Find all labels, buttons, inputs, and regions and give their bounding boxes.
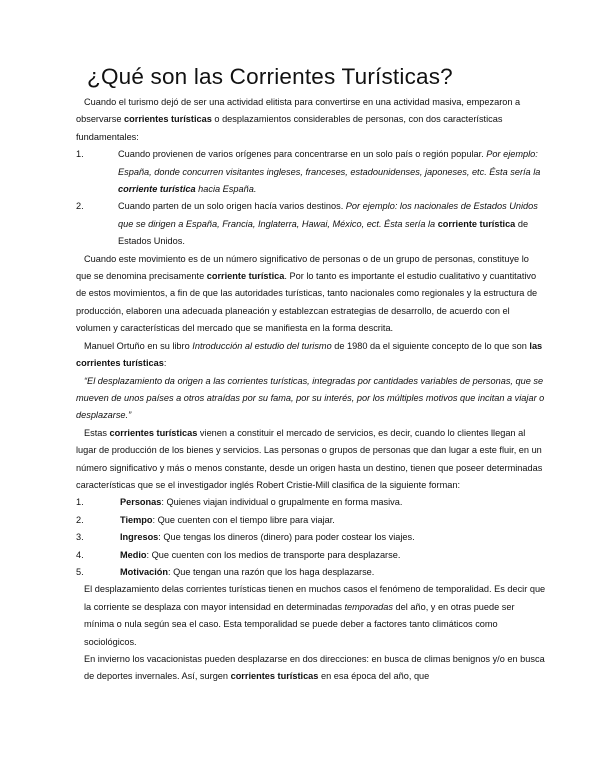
para4-text-c: vienen a constituir el mercado de servicios, es decir, cuando lo clientes llegan al lugar de producción de los bienes y servicios. Las personas o grupos de personas que dan lugar a este fluir, en un número significativo y más o menos constante, desde un origen hasta un destino, tienen que poseer determinadas características que se el investigador inglés Robert Cristie-Mill clasifica de la siguiente forman: [76,427,543,490]
para3-text-e: : [163,358,167,369]
list-item-text [76,547,546,564]
intro-text-a: Cuando el turismo dejó de ser una actividad elitista para convertirse en una actividad masiva, empezaron a observarse [76,97,521,125]
list-number: 4. [76,549,84,560]
list-item-text [76,198,546,250]
intro-bold-term: corrientes turísticas [124,114,212,125]
para6-text-a: En invierno los vacacionistas pueden desplazarse en dos direcciones: en busca de climas benignos y/o en busca de deportes invernales. Así, surgen [84,654,545,682]
list-desc: : Que cuenten con el tiempo libre para viajar. [152,514,335,525]
list-item-text [76,512,546,529]
list-number: 2. [76,514,84,525]
intro-text-c: o desplazamientos considerables de personas, con dos características fundamentales: [76,114,503,142]
list-number: 1. [76,497,84,508]
list-number: 1. [76,149,84,160]
para3-text-c: de 1980 da el siguiente concepto de lo que son [331,340,530,351]
list-item [76,529,546,546]
list-term: Motivación [120,566,168,577]
characteristics-list [76,494,546,581]
list-item [76,494,546,511]
list-number: 5. [76,566,84,577]
paragraph-4 [76,425,546,495]
para2-text-c: . Por lo tanto es importante el estudio cualitativo y cuantitativo de estos movimientos, a fin de que las autoridades turísticas, tanto nacionales como regionales y la estructura de producción, elaboren una adecuada planeación y establezcan estrategias de desarrollo, de acuerdo con el volumen y características del mercado que se manifiesta en la forma descrita. [76,271,538,334]
list-bold-term: corriente turística [118,184,196,195]
list-item [76,198,546,250]
list-term: Ingresos [120,532,159,543]
list-item [76,547,546,564]
list-item [76,512,546,529]
list-text-d: hacia España. [195,184,257,195]
list-number: 2. [76,201,84,212]
list-desc: : Quienes viajan individual o grupalmente en forma masiva. [161,497,403,508]
paragraph-3 [76,338,546,373]
list-example-italic: Por ejemplo: los nacionales de Estados Unidos que se dirigen a España, Francia, Inglaterra, Hawai, México, ect. Ésta sería la [118,201,538,229]
para5-text-c: del año, y en otras puede ser mínima o nula según sea el caso. Esta temporalidad se puede deber a factores tanto climáticos como sociológicos. [84,601,515,647]
list-desc: : Que cuenten con los medios de transporte para desplazarse. [146,549,401,560]
para4-bold-term: corrientes turísticas [109,427,198,438]
list-text-a: Cuando provienen de varios orígenes para concentrarse en un solo país o región popular. [118,149,487,160]
para3-text-a: Manuel Ortuño en su libro [84,340,193,351]
origin-list [76,146,546,250]
list-item [76,146,546,198]
list-bold-term: corriente turística [437,218,516,229]
list-item-text [76,529,546,546]
list-item-text [76,146,546,198]
document-body [76,94,546,686]
quote-paragraph [76,373,546,425]
para2-text-a: Cuando este movimiento es de un número significativo de personas o de un grupo de personas, constituye lo que se denomina precisamente [76,253,529,282]
para6-bold-term: corrientes turísticas [230,671,319,682]
list-desc: : Que tengan una razón que los haga desplazarse. [167,566,375,577]
page-title: ¿Qué son las Corrientes Turísticas? [87,64,453,89]
para5-italic-term: temporadas [344,601,393,612]
list-term: Tiempo [120,514,153,525]
para2-bold-term: corriente turística [206,271,285,282]
list-example-italic: Por ejemplo: España, donde concurren visitantes ingleses, franceses, estadounidenses, japoneses, etc. Ésta sería la [118,149,541,177]
paragraph-6 [76,651,546,686]
intro-paragraph [76,94,546,146]
list-item [76,564,546,581]
list-term: Personas [120,497,162,508]
list-text-a: Cuando parten de un solo origen hacía varios destinos. [118,201,346,212]
quote-text: “El desplazamiento da origen a las corrientes turísticas, integradas por cantidades variables de personas, que se mueven de unos países a otros atraídas por su fama, por su interés, por los múltiples motivos que incitan a viajar o desplazarse.” [76,375,545,421]
para6-text-c: en esa época del año, que [318,671,430,682]
list-item-text [76,564,546,581]
para3-bold-term: las corrientes turísticas [76,340,543,369]
list-term: Medio [120,549,147,560]
list-number: 3. [76,532,84,543]
list-desc: : Que tengas los dineros (dinero) para poder costear los viajes. [158,532,415,543]
list-text-d: de Estados Unidos. [118,218,529,247]
list-item-text [76,494,546,511]
book-title: Introducción al estudio del turismo [192,340,332,351]
para5-text-a: El desplazamiento delas corrientes turísticas tienen en muchos casos el fenómeno de temporalidad. Es decir que la corriente se desplaza con mayor intensidad en determinadas [84,584,546,612]
para4-text-a: Estas [84,427,110,438]
paragraph-2 [76,251,546,338]
paragraph-5 [76,581,546,651]
